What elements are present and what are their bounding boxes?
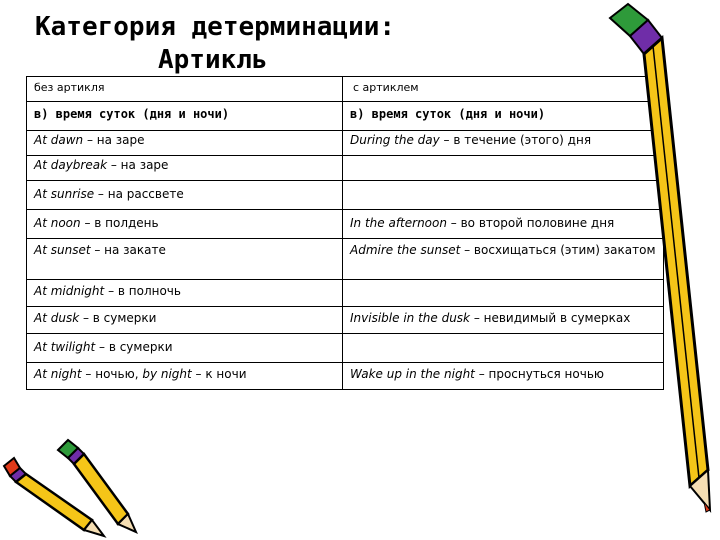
article-table [26,76,664,390]
cell-left [27,181,343,210]
cell-left [27,210,343,239]
cell-en: During the day [350,133,440,147]
table-row [27,307,664,334]
table-row [27,334,664,363]
cell-ru: – на заре [83,133,145,147]
subheader-right: в) время суток (дня и ночи) [343,102,664,131]
table-row [27,239,664,280]
cell-left [27,280,343,307]
cell-ru: – проснуться ночью [474,367,604,381]
cell-left [27,307,343,334]
cell-left [27,334,343,363]
table-row [27,210,664,239]
title-line-1: Категория детерминации: [35,12,396,42]
cell-ru: – на заре [107,158,169,172]
cell-en: Wake up in the night [350,367,475,381]
table-header-row [27,77,664,102]
cell-ru: – восхищаться (этим) закатом [460,243,656,257]
cell-en: At night [34,367,82,381]
cell-ru: – на рассвете [94,187,184,201]
table-row [27,280,664,307]
cell-en: At dawn [34,133,84,147]
table-row [27,363,664,390]
cell-en: At twilight [34,340,96,354]
cell-en: by night [142,367,192,381]
table-row [27,131,664,156]
cell-left [27,156,343,181]
pencil-icon [596,0,720,540]
table-subheader-row [27,102,664,131]
cell-ru: – во второй половине дня [446,216,615,230]
cell-left [27,239,343,280]
cell-en: Admire the sunset [350,243,461,257]
subheader-left: в) время суток (дня и ночи) [27,102,343,131]
cell-ru: – в полдень [80,216,159,230]
cell-en: At dusk [34,311,80,325]
table-row [27,156,664,181]
cell-ru: – в полночь [104,284,181,298]
cell-en: At noon [34,216,81,230]
table-row [27,181,664,210]
cell-ru: – в течение (этого) дня [439,133,592,147]
cell-ru: – в сумерки [95,340,173,354]
cell-ru: – на закате [90,243,166,257]
cell-ru: – к ночи [191,367,247,381]
cell-ru: – невидимый в сумерках [470,311,631,325]
cell-en: At sunset [34,243,91,257]
cell-en: At midnight [34,284,105,298]
header-left: без артикля [27,77,343,102]
cell-en: At daybreak [34,158,108,172]
cell-ru: – в сумерки [79,311,157,325]
cell-left [27,131,343,156]
title-line-2: Артикль [158,45,268,75]
cell-ru: – ночью, [81,367,143,381]
cell-en: At sunrise [34,187,95,201]
cell-en: In the afternoon [350,216,447,230]
crossed-pencils-icon [0,428,150,540]
header-right: с артиклем [343,77,664,102]
cell-left [27,363,343,390]
cell-en: Invisible in the dusk [350,311,470,325]
